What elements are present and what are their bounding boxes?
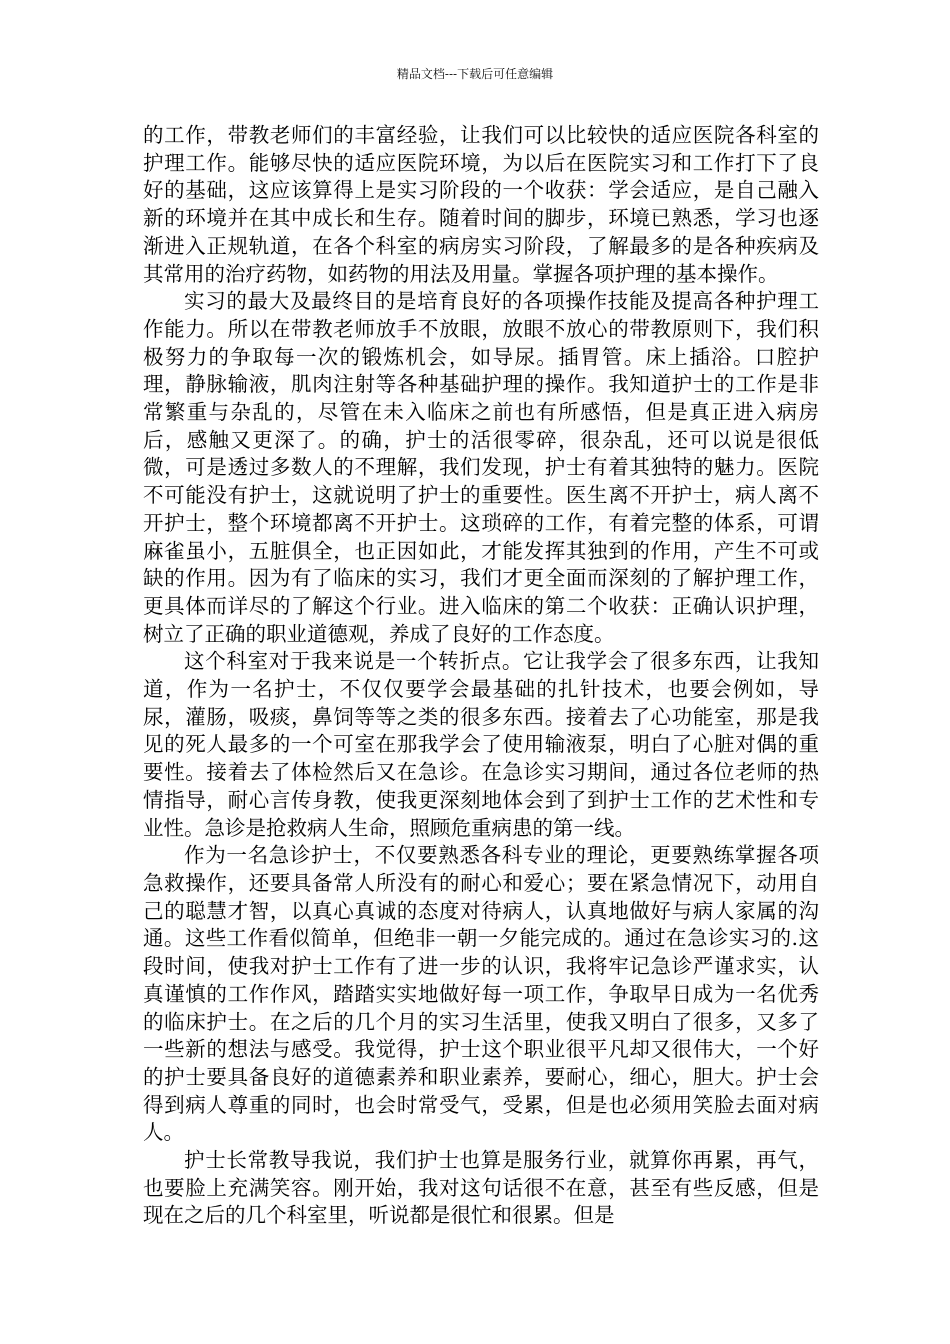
page-header: 精品文档---下载后可任意编辑 bbox=[396, 67, 554, 81]
paragraph: 护士长常教导我说，我们护士也算是服务行业，就算你再累，再气，也要脸上充满笑容。刚开始，我对这句话很不在意，甚至有些反感，但是现在之后的几个科室里，听说都是很忙和很累。但是 bbox=[143, 1148, 819, 1228]
document-body bbox=[143, 122, 819, 1230]
paragraph: 实习的最大及最终目的是培育良好的各项操作技能及提高各种护理工作能力。所以在带教老师放手不放眼，放眼不放心的带教原则下，我们积极努力的争取每一次的锻炼机会，如导尿。插胃管。床上插浴。口腔护理，静脉输液，肌肉注射等各种基础护理的操作。我知道护士的工作是非常繁重与杂乱的，尽管在未入临床之前也有所感悟，但是真正进入病房后，感触又更深了。的确，护士的活很零碎，很杂乱，还可以说是很低微，可是透过多数人的不理解，我们发现，护士有着其独特的魅力。医院不可能没有护士，这就说明了护士的重要性。医生离不开护士，病人离不开护士，整个环境都离不开护士。这琐碎的工作，有着完整的体系，可谓麻雀虽小，五脏俱全，也正因如此，才能发挥其独到的作用，产生不可或缺的作用。因为有了临床的实习，我们才更全面而深刻的了解护理工作，更具体而详尽的了解这个行业。进入临床的第二个收获：正确认识护理，树立了正确的职业道德观，养成了良好的工作态度。 bbox=[143, 289, 819, 646]
paragraph: 的工作，带教老师们的丰富经验，让我们可以比较快的适应医院各科室的护理工作。能够尽快的适应医院环境，为以后在医院实习和工作打下了良好的基础，这应该算得上是实习阶段的一个收获：学会适应，是自己融入新的环境并在其中成长和生存。随着时间的脚步，环境已熟悉，学习也逐渐进入正规轨道，在各个科室的病房实习阶段，了解最多的是各种疾病及其常用的治疗药物，如药物的用法及用量。掌握各项护理的基本操作。 bbox=[143, 123, 819, 286]
paragraph: 这个科室对于我来说是一个转折点。它让我学会了很多东西，让我知道，作为一名护士，不仅仅要学会最基础的扎针技术，也要会例如，导尿，灌肠，吸痰，鼻饲等等之类的很多东西。接着去了心功能室，那是我见的死人最多的一个可室在那我学会了使用输液泵，明白了心脏对偶的重要性。接着去了体检然后又在急诊。在急诊实习期间，通过各位老师的热情指导，耐心言传身教，使我更深刻地体会到了到护士工作的艺术性和专业性。急诊是抢救病人生命，照顾危重病患的第一线。 bbox=[143, 649, 819, 840]
paragraph: 作为一名急诊护士，不仅要熟悉各科专业的理论，更要熟练掌握各项急救操作，还要具备常人所没有的耐心和爱心；要在紧急情况下，动用自己的聪慧才智，以真心真诚的态度对待病人，认真地做好与病人家属的沟通。这些工作看似简单，但绝非一朝一夕能完成的。通过在急诊实习的.这段时间，使我对护士工作有了进一步的认识，我将牢记急诊严谨求实，认真谨慎的工作作风，踏踏实实地做好每一项工作，争取早日成为一名优秀的临床护士。在之后的几个月的实习生活里，使我又明白了很多，又多了一些新的想法与感受。我觉得，护士这个职业很平凡却又很伟大，一个好的护士要具备良好的道德素养和职业素养，要耐心，细心，胆大。护士会得到病人尊重的同时，也会时常受气，受累，但是也必须用笑脸去面对病人。 bbox=[143, 843, 819, 1145]
